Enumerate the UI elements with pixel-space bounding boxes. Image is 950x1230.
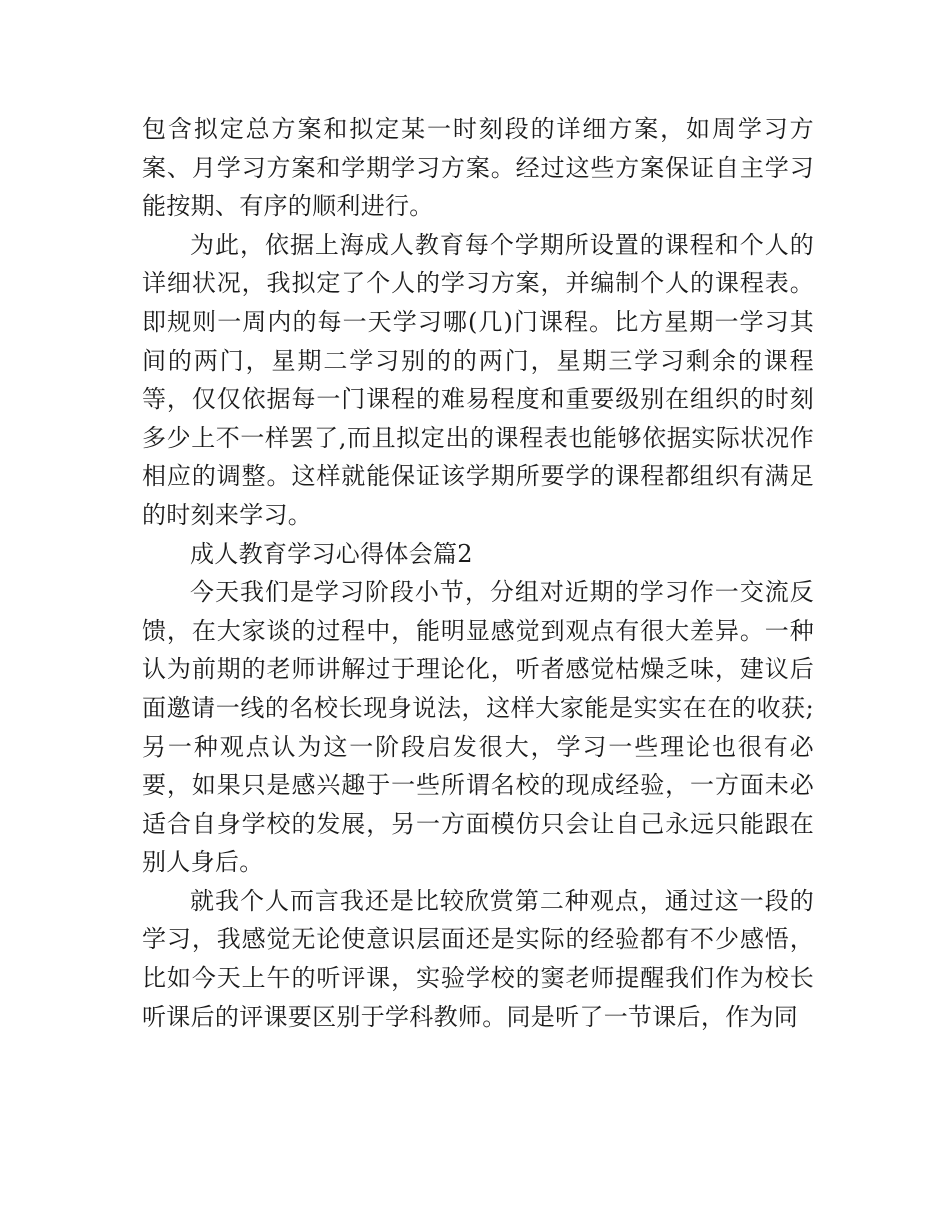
- paragraph-personal-view: 就我个人而言我还是比较欣赏第二种观点，通过这一段的学习，我感觉无论使意识层面还是实际的经验都有不少感悟，比如今天上午的听评课，实验学校的窦老师提醒我们作为校长听课后的评课要区别于学科教师。同是听了一节课后，作为同: [142, 886, 814, 1031]
- section-heading: 成人教育学习心得体会篇2: [190, 539, 473, 568]
- paragraph-summary-discussion: 今天我们是学习阶段小节，分组对近期的学习作一交流反馈，在大家谈的过程中，能明显感觉到观点有很大差异。一种认为前期的老师讲解过于理论化，听者感觉枯燥乏味，建议后面邀请一线的名校长现身说法，这样大家能是实实在在的收获;另一种观点认为这一阶段启发很大，学习一些理论也很有必要，如果只是感兴趣于一些所谓名校的现成经验，一方面未必适合自身学校的发展，另一方面模仿只会让自己永远只能跟在别人身后。: [142, 578, 814, 877]
- paragraph-continuation: 包含拟定总方案和拟定某一时刻段的详细方案，如周学习方案、月学习方案和学期学习方案。经过这些方案保证自主学习能按期、有序的顺利进行。: [142, 115, 814, 221]
- paragraph-study-plan: 为此，依据上海成人教育每个学期所设置的课程和个人的详细状况，我拟定了个人的学习方案，并编制个人的课程表。即规则一周内的每一天学习哪(几)门课程。比方星期一学习其间的两门，星期二学习别的的两门，星期三学习剩余的课程等，仅仅依据每一门课程的难易程度和重要级别在组织的时刻多少上不一样罢了,而且拟定出的课程表也能够依据实际状况作相应的调整。这样就能保证该学期所要学的课程都组织有满足的时刻来学习。: [142, 230, 814, 529]
- document-body: [142, 110, 814, 1036]
